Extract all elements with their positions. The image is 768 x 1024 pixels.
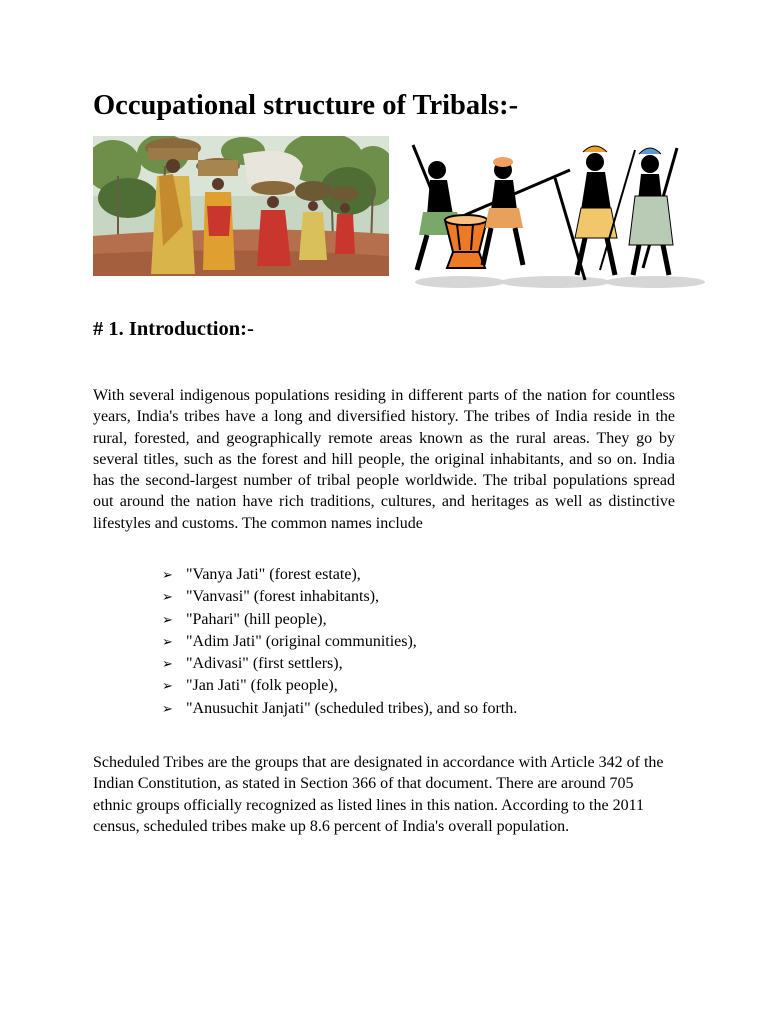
arrow-bullet-icon: ➢ <box>162 568 173 583</box>
list-item-text: "Pahari" (hill people), <box>186 610 327 628</box>
list-item-text: "Anusuchit Janjati" (scheduled tribes), and so forth. <box>186 699 518 717</box>
arrow-bullet-icon: ➢ <box>162 701 173 717</box>
photo-drawing <box>93 136 389 276</box>
list-item <box>162 631 517 653</box>
section-heading-introduction: # 1. Introduction:- <box>93 318 254 340</box>
list-item <box>162 586 517 608</box>
list-item-text: "Adivasi" (first settlers), <box>186 655 343 673</box>
illustration-drawing <box>405 140 705 290</box>
arrow-bullet-icon: ➢ <box>162 590 173 606</box>
list-item-text: "Jan Jati" (folk people), <box>186 677 338 695</box>
common-names-list <box>162 564 517 720</box>
tribal-dancers-illustration <box>405 140 705 290</box>
list-item-text: "Adim Jati" (original communities), <box>186 632 417 650</box>
list-item <box>162 675 517 697</box>
list-item <box>162 653 517 675</box>
tribal-women-photo <box>93 136 389 276</box>
arrow-bullet-icon: ➢ <box>162 634 173 650</box>
list-item-text: "Vanya Jati" (forest estate), <box>186 566 361 583</box>
list-item <box>162 609 517 631</box>
intro-paragraph: With several indigenous populations residing in different parts of the nation for countless years, India's tribes have a long and diversified history. The tribes of India reside in the rural, forested, and geographically remote areas known as the rural areas. They go by several titles, such as the forest and hill people, the original inhabitants, and so on. India has the second-largest number of tribal people worldwide. The tribal populations spread out around the nation have rich traditions, cultures, and heritages as well as distinctive lifestyles and customs. The common names include <box>93 387 675 532</box>
list-item <box>162 564 517 586</box>
page-title: Occupational structure of Tribals:- <box>93 90 519 121</box>
scheduled-tribes-paragraph: Scheduled Tribes are the groups that are designated in accordance with Article 342 of the Indian Constitution, as stated in Section 366 of that document. There are around 705 ethnic groups officially recognized as listed lines in this nation. According to the 2011 census, scheduled tribes make up 8.6 percent of India's overall population. <box>93 754 664 835</box>
arrow-bullet-icon: ➢ <box>162 679 173 695</box>
list-item <box>162 698 517 720</box>
arrow-bullet-icon: ➢ <box>162 657 173 673</box>
arrow-bullet-icon: ➢ <box>162 612 173 628</box>
list-item-text: "Vanvasi" (forest inhabitants), <box>186 588 380 606</box>
